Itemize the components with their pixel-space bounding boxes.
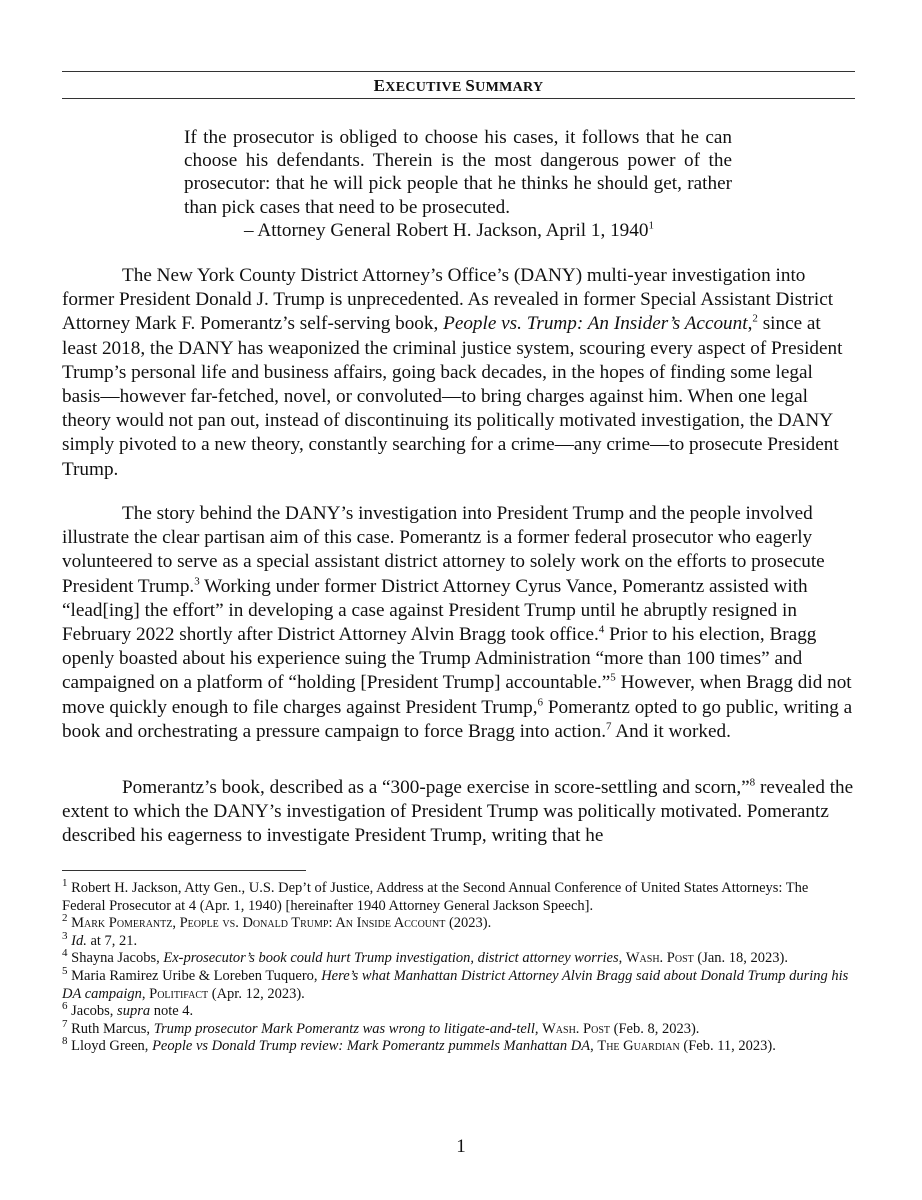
- footnote-sep: ,: [141, 985, 150, 1002]
- footnote-separator: [62, 870, 306, 871]
- heading-cap-s: S: [465, 76, 476, 95]
- footnote-ref-4: 4: [598, 623, 605, 636]
- footnote-number: 4: [62, 947, 68, 960]
- footnote-ref-3: 3: [194, 575, 200, 588]
- footnote-sep: ,: [590, 1038, 598, 1055]
- p2-text-f: And it worked.: [611, 720, 731, 742]
- footnote-5: [62, 965, 855, 1003]
- p3-text-b: revealed the extent to which the DANY’s investigation of President Trump was politically motivated. Pomerantz described his eagerness to investigate President Trump, writing that he: [62, 777, 854, 847]
- footnote-text: (Feb. 11, 2023).: [679, 1038, 776, 1055]
- footnote-author: Shayna Jacobs,: [67, 950, 164, 967]
- footnote-number: 1: [62, 877, 68, 890]
- footnote-number: 7: [62, 1017, 68, 1030]
- footnote-text: at 7, 21.: [86, 932, 138, 949]
- footnote-text: (Feb. 8, 2023).: [610, 1020, 700, 1037]
- epigraph-quote: [184, 126, 732, 242]
- section-heading: [62, 76, 855, 96]
- footnote-4: [62, 947, 855, 968]
- footnote-smallcaps: Politifact: [149, 985, 209, 1002]
- paragraph-1: [62, 264, 855, 482]
- p2-text-a: The story behind the DANY’s investigation into President Trump and the people involved illustrate the clear partisan aim of this case. Pomerantz is a former federal prosecutor who eagerly volunteered to serve as a special assistant district attorney to solely work on the efforts to prosecute President Trump.: [62, 503, 825, 597]
- footnote-number: 8: [62, 1035, 68, 1048]
- footnote-number: 5: [62, 965, 68, 978]
- footnote-7: [62, 1017, 855, 1039]
- heading-word-1: XECUTIVE: [385, 80, 462, 95]
- p2-text-e: Pomerantz opted to go public, writing a book and orchestrating a pressure campaign to force Bragg into action.: [62, 696, 853, 742]
- header-bottom-rule: [62, 98, 855, 99]
- footnote-sep: ,: [618, 950, 626, 967]
- footnote-text: (2023).: [445, 915, 492, 932]
- footnote-italic: Trump prosecutor Mark Pomerantz was wrong to litigate-and-tell: [153, 1020, 535, 1037]
- page-number: 1: [456, 1136, 466, 1157]
- footnote-sep: ,: [534, 1020, 543, 1037]
- footnote-ref-5: 5: [610, 672, 616, 685]
- heading-word-2: UMMARY: [475, 80, 544, 95]
- footnote-number: 3: [62, 929, 68, 942]
- quote-attribution: [184, 219, 732, 242]
- p2-text-b: Working under former District Attorney Cyrus Vance, Pomerantz assisted with “lead[ing] the effort” in developing a case against President Trump until he abruptly resigned in February 2022 shortly after District Attorney Alvin Bragg took office.: [62, 575, 808, 646]
- footnote-2: [62, 912, 855, 933]
- footnote-6: [62, 1000, 855, 1021]
- footnote-ref-1: 1: [648, 219, 654, 232]
- footnote-8: [62, 1035, 855, 1056]
- p3-text-a: Pomerantz’s book, described as a “300-page exercise in score-settling and scorn,”: [122, 777, 750, 798]
- footnote-author: Jacobs,: [67, 1003, 118, 1020]
- footnote-smallcaps: Mark Pomerantz, People vs. Donald Trump: An Inside Account: [67, 915, 446, 932]
- footnote-author: Ruth Marcus,: [67, 1020, 154, 1037]
- paragraph-3: [62, 776, 855, 849]
- footnote-text: Robert H. Jackson, Atty Gen., U.S. Dep’t of Justice, Address at the Second Annual Conference of United States Attorneys: The Federal Prosecutor at 4 (Apr. 1, 1940) [hereinafter 1940 Attorney General Jackson Speech].: [62, 880, 809, 914]
- footnote-italic: Ex-prosecutor’s book could hurt Trump investigation, district attorney worries: [163, 950, 619, 967]
- footnote-ref-6: 6: [537, 696, 544, 709]
- footnote-author: Maria Ramirez Uribe & Loreben Tuquero,: [67, 967, 322, 984]
- footnote-text: (Apr. 12, 2023).: [208, 985, 305, 1002]
- footnote-number: 2: [62, 912, 68, 925]
- footnote-italic: Here’s what Manhattan District Attorney Alvin Bragg said about Donald Trump during his DA campaign: [62, 967, 849, 1002]
- footnote-smallcaps: Wash. Post: [542, 1020, 610, 1037]
- p2-text-d: However, when Bragg did not move quickly enough to file charges against President Trump,: [62, 672, 852, 718]
- footnote-1: [62, 877, 855, 915]
- footnote-ref-7: 7: [606, 720, 612, 733]
- header-top-rule: [62, 71, 855, 72]
- footnote-text: (Jan. 18, 2023).: [693, 950, 789, 967]
- footnote-ref-8: 8: [749, 776, 756, 789]
- footnote-text: note 4.: [150, 1003, 194, 1020]
- heading-cap-e: E: [373, 76, 386, 95]
- footnote-italic: People vs Donald Trump review: Mark Pomerantz pummels Manhattan DA: [152, 1038, 591, 1055]
- footnotes: [62, 877, 855, 1056]
- p1-text-c: since at least 2018, the DANY has weaponized the criminal justice system, scouring every aspect of President Trump’s personal life and business affairs, going back decades, in the hopes of finding some legal basis—however far-fetched, novel, or convoluted—to bring charges against him. When one legal theory would not pan out, instead of discontinuing its politically motivated investigation, the DANY simply pivoted to a new theory, constantly searching for a crime—any crime—to prosecute President Trump.: [62, 313, 843, 480]
- footnote-3: [62, 929, 855, 951]
- footnote-ref-2: 2: [752, 313, 758, 326]
- attribution-text: – Attorney General Robert H. Jackson, April 1, 1940: [244, 219, 649, 241]
- p2-text-c: Prior to his election, Bragg openly boasted about his experience suing the Trump Administration “more than 100 times” and campaigned on a platform of “holding [President Trump] accountable.”: [62, 624, 817, 694]
- quote-text: If the prosecutor is obliged to choose his cases, it follows that he can choose his defendants. Therein is the most dangerous power of the prosecutor: that he will pick people that he thinks he should get, rather than pick cases that need to be prosecuted.: [184, 127, 732, 218]
- footnote-italic: supra: [117, 1003, 151, 1020]
- footnote-italic: Id.: [67, 932, 87, 949]
- p1-text-b: ,: [747, 313, 753, 335]
- footnote-smallcaps: The Guardian: [597, 1038, 680, 1055]
- footnote-author: Lloyd Green,: [67, 1038, 153, 1055]
- paragraph-2: [62, 502, 855, 744]
- p1-text-a: The New York County District Attorney’s Office’s (DANY) multi-year investigation into former President Donald J. Trump is unprecedented. As revealed in former Special Assistant District Attorney Mark F. Pomerantz’s self-serving book,: [62, 265, 834, 335]
- book-title: People vs. Trump: An Insider’s Account: [443, 313, 748, 335]
- footnote-number: 6: [62, 1000, 68, 1013]
- footnote-smallcaps: Wash. Post: [625, 950, 694, 967]
